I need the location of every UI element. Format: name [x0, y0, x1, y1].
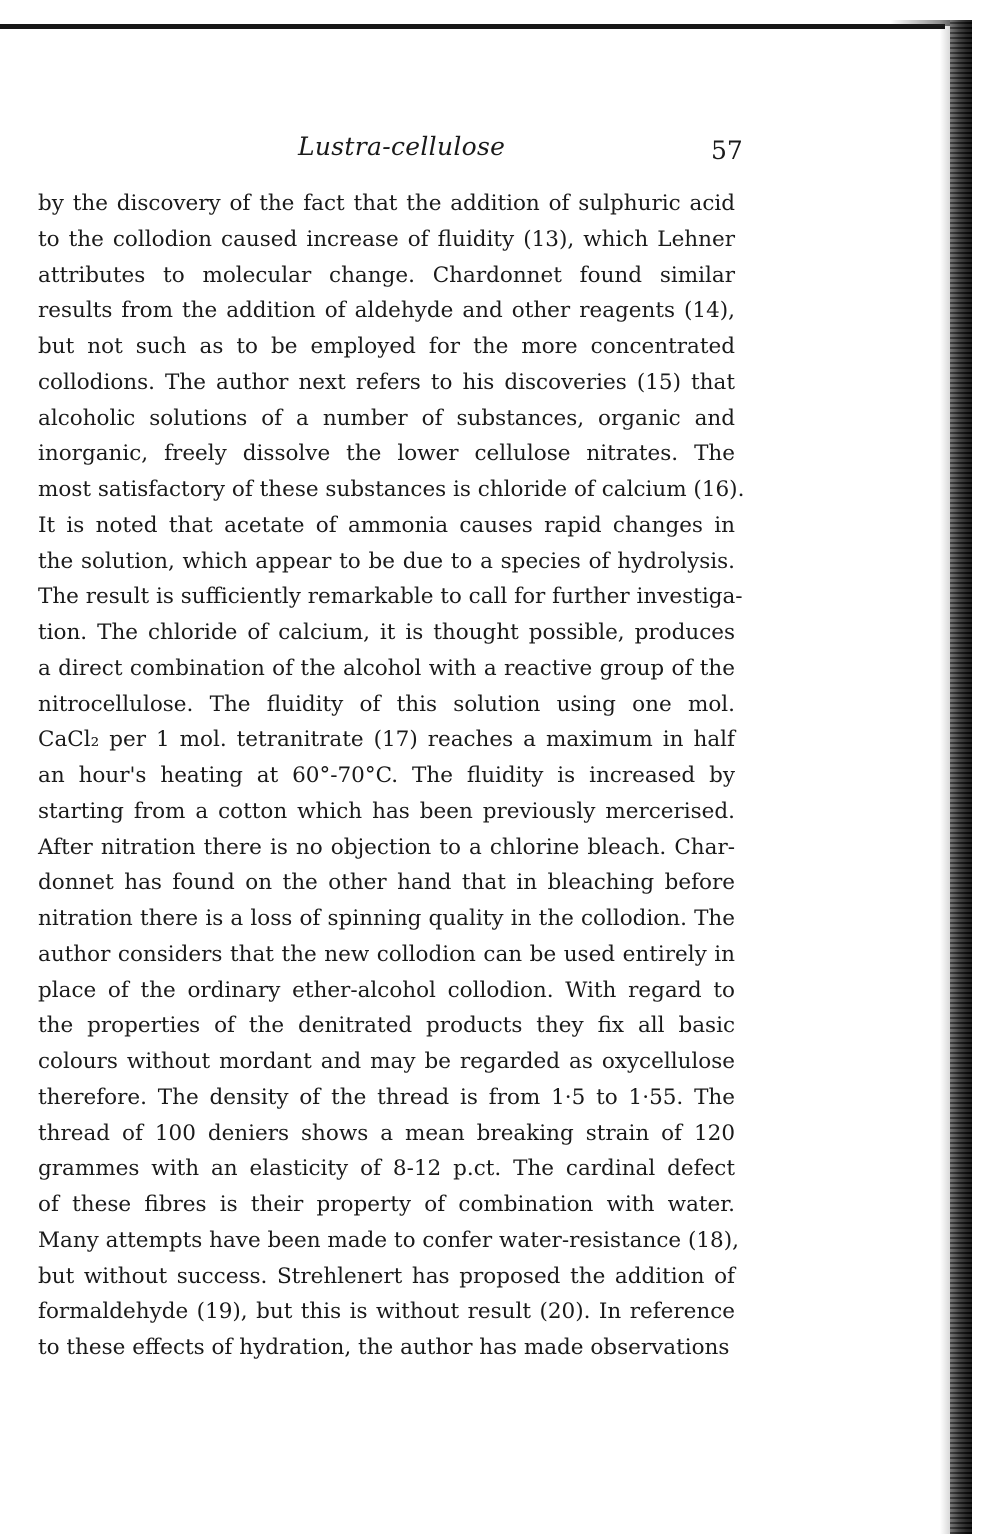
- running-title: Lustra-cellulose: [298, 132, 506, 161]
- body-text: [38, 186, 745, 1366]
- text-line: but not such as to be employed for the more concentrated: [38, 334, 735, 359]
- book-binding-edge: [950, 20, 972, 1534]
- text-line: attributes to molecular change. Chardonnet found similar: [38, 262, 735, 288]
- text-line: author considers that the new collodion can be used entirely in: [38, 941, 735, 967]
- text-line: The result is sufficiently remarkable to call for further investiga-: [38, 584, 743, 610]
- text-line: an hour's heating at 60°-70°C. The fluidity is increased by: [38, 763, 735, 788]
- text-line: of these fibres is their property of combination with water.: [38, 1192, 735, 1217]
- text-line: CaCl₂ per 1 mol. tetranitrate (17) reaches a maximum in half: [38, 727, 735, 753]
- text-line: nitrocellulose. The fluidity of this solution using one mol.: [38, 691, 735, 717]
- text-line: Many attempts have been made to confer water-resistance (18),: [38, 1227, 739, 1253]
- text-line: colours without mordant and may be regarded as oxycellulose: [38, 1049, 735, 1074]
- running-head: [0, 128, 743, 168]
- text-line: formaldehyde (19), but this is without result (20). In reference: [38, 1299, 735, 1325]
- text-line: to the collodion caused increase of fluidity (13), which Lehner: [38, 226, 735, 252]
- text-line: inorganic, freely dissolve the lower cellulose nitrates. The: [38, 441, 735, 467]
- text-line: After nitration there is no objection to a chlorine bleach. Char-: [38, 834, 735, 860]
- text-line: collodions. The author next refers to his discoveries (15) that: [38, 369, 735, 395]
- text-line: alcoholic solutions of a number of substances, organic and: [38, 405, 735, 431]
- text-line: to these effects of hydration, the author has made observations: [38, 1335, 730, 1360]
- text-line: tion. The chloride of calcium, it is thought possible, produces: [38, 620, 735, 645]
- text-line: It is noted that acetate of ammonia causes rapid changes in: [38, 512, 735, 538]
- text-line: therefore. The density of the thread is from 1·5 to 1·55. The: [38, 1084, 735, 1110]
- text-line: the solution, which appear to be due to a species of hydrolysis.: [38, 548, 735, 574]
- text-line: but without success. Strehlenert has proposed the addition of: [38, 1263, 735, 1289]
- text-line: starting from a cotton which has been previously mercerised.: [38, 798, 735, 824]
- text-line: results from the addition of aldehyde and other reagents (14),: [38, 298, 735, 324]
- page-number: 57: [711, 136, 743, 165]
- text-line: thread of 100 deniers shows a mean breaking strain of 120: [38, 1120, 735, 1146]
- text-line: place of the ordinary ether-alcohol collodion. With regard to: [38, 977, 735, 1003]
- text-line: a direct combination of the alcohol with a reactive group of the: [38, 655, 735, 681]
- text-line: most satisfactory of these substances is chloride of calcium (16).: [38, 477, 745, 502]
- text-line: donnet has found on the other hand that in bleaching before: [38, 870, 735, 896]
- text-line: by the discovery of the fact that the addition of sulphuric acid: [38, 191, 735, 216]
- text-line: grammes with an elasticity of 8-12 p.ct. The cardinal defect: [38, 1156, 735, 1182]
- text-line: the properties of the denitrated products they fix all basic: [38, 1013, 735, 1039]
- top-rule: [0, 24, 945, 29]
- text-line: nitration there is a loss of spinning quality in the collodion. The: [38, 906, 735, 931]
